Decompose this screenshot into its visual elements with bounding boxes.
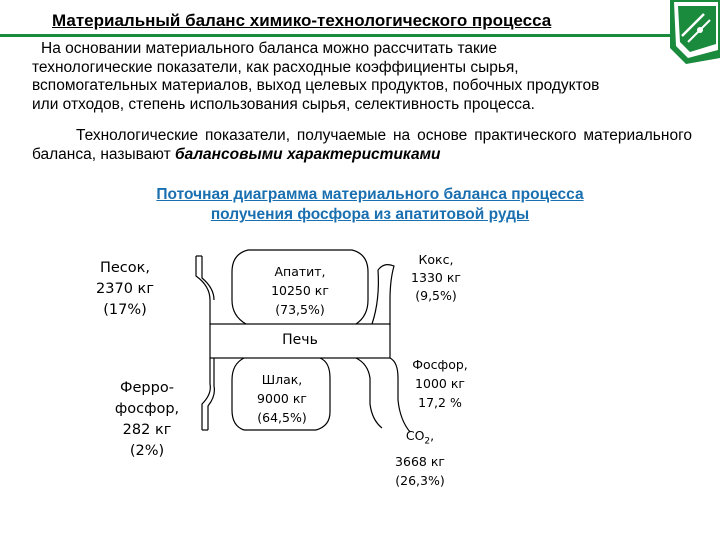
ferrophosphorus-flow-outline — [202, 358, 210, 430]
intro-line-2: технологические показатели, как расходные коэффициенты сырья, — [32, 58, 519, 76]
phosphorus-share: 17,2 % — [418, 395, 462, 410]
apatite-mass: 10250 кг — [271, 283, 329, 298]
diagram-title-line-2: получения фосфора из апатитовой руды — [210, 206, 530, 223]
ferrophosphorus-share: (2%) — [129, 443, 165, 459]
phosphorus-flow-outline — [356, 358, 382, 428]
intro-line-1: На основании материального баланса можно рассчитать такие — [41, 40, 498, 57]
co2-comma: , — [430, 428, 435, 443]
slag-share: (64,5%) — [257, 410, 307, 425]
slag-mass: 9000 кг — [257, 391, 307, 406]
ferrophosphorus-name-2: фосфор, — [114, 401, 180, 417]
sand-flow-inner — [202, 256, 214, 300]
coke-share: (9,5%) — [415, 288, 457, 303]
co2-name — [382, 426, 458, 452]
sand-mass: 2370 кг — [96, 281, 154, 297]
page-title: Материальный баланс химико-технологического процесса — [52, 11, 552, 30]
apatite-share: (73,5%) — [275, 302, 325, 317]
apatite-name: Апатит, — [274, 264, 326, 279]
coke-flow-outline — [378, 265, 394, 324]
phosphorus-label — [402, 355, 478, 412]
slag-flow-outline — [232, 358, 244, 430]
intro-line-3: вспомогательных материалов, выход целевых продуктов, побочных продуктов — [32, 77, 600, 94]
co2-label — [382, 426, 458, 490]
co2-formula: CO — [405, 428, 425, 443]
coke-name: Кокс, — [418, 252, 454, 267]
sand-share: (17%) — [103, 302, 147, 318]
intro-paragraph-2-text: Технологические показатели, получаемые на основе практического материального баланса, называют — [32, 127, 692, 163]
ferrophosphorus-mass: 282 кг — [122, 422, 172, 438]
balance-characteristics-term: балансовыми характеристиками — [174, 145, 441, 163]
co2-mass: 3668 кг — [395, 453, 445, 469]
coke-mass: 1330 кг — [411, 270, 461, 285]
phosphorus-name: Фосфор, — [412, 357, 468, 372]
intro-line-4: или отходов, степень использования сырья, селективность процесса. — [32, 95, 535, 113]
ferrophosphorus-name-1: Ферро- — [120, 380, 174, 396]
sand-name: Песок, — [99, 260, 151, 276]
slag-name: Шлак, — [261, 372, 303, 387]
diagram-title-line-1: Поточная диаграмма материального баланса процесса — [156, 186, 584, 203]
apatite-flow-outline — [232, 250, 248, 324]
coke-label — [396, 251, 476, 305]
sand-flow-outline — [196, 256, 210, 324]
co2-share: (26,3%) — [395, 472, 445, 488]
sand-label — [82, 258, 168, 321]
slag-label — [244, 370, 320, 427]
co2-subscript: 2 — [424, 436, 431, 447]
ferrophosphorus-label — [104, 378, 190, 462]
furnace-label: Печь — [282, 332, 318, 348]
apatite-label — [254, 262, 346, 319]
phosphorus-mass: 1000 кг — [415, 376, 465, 391]
